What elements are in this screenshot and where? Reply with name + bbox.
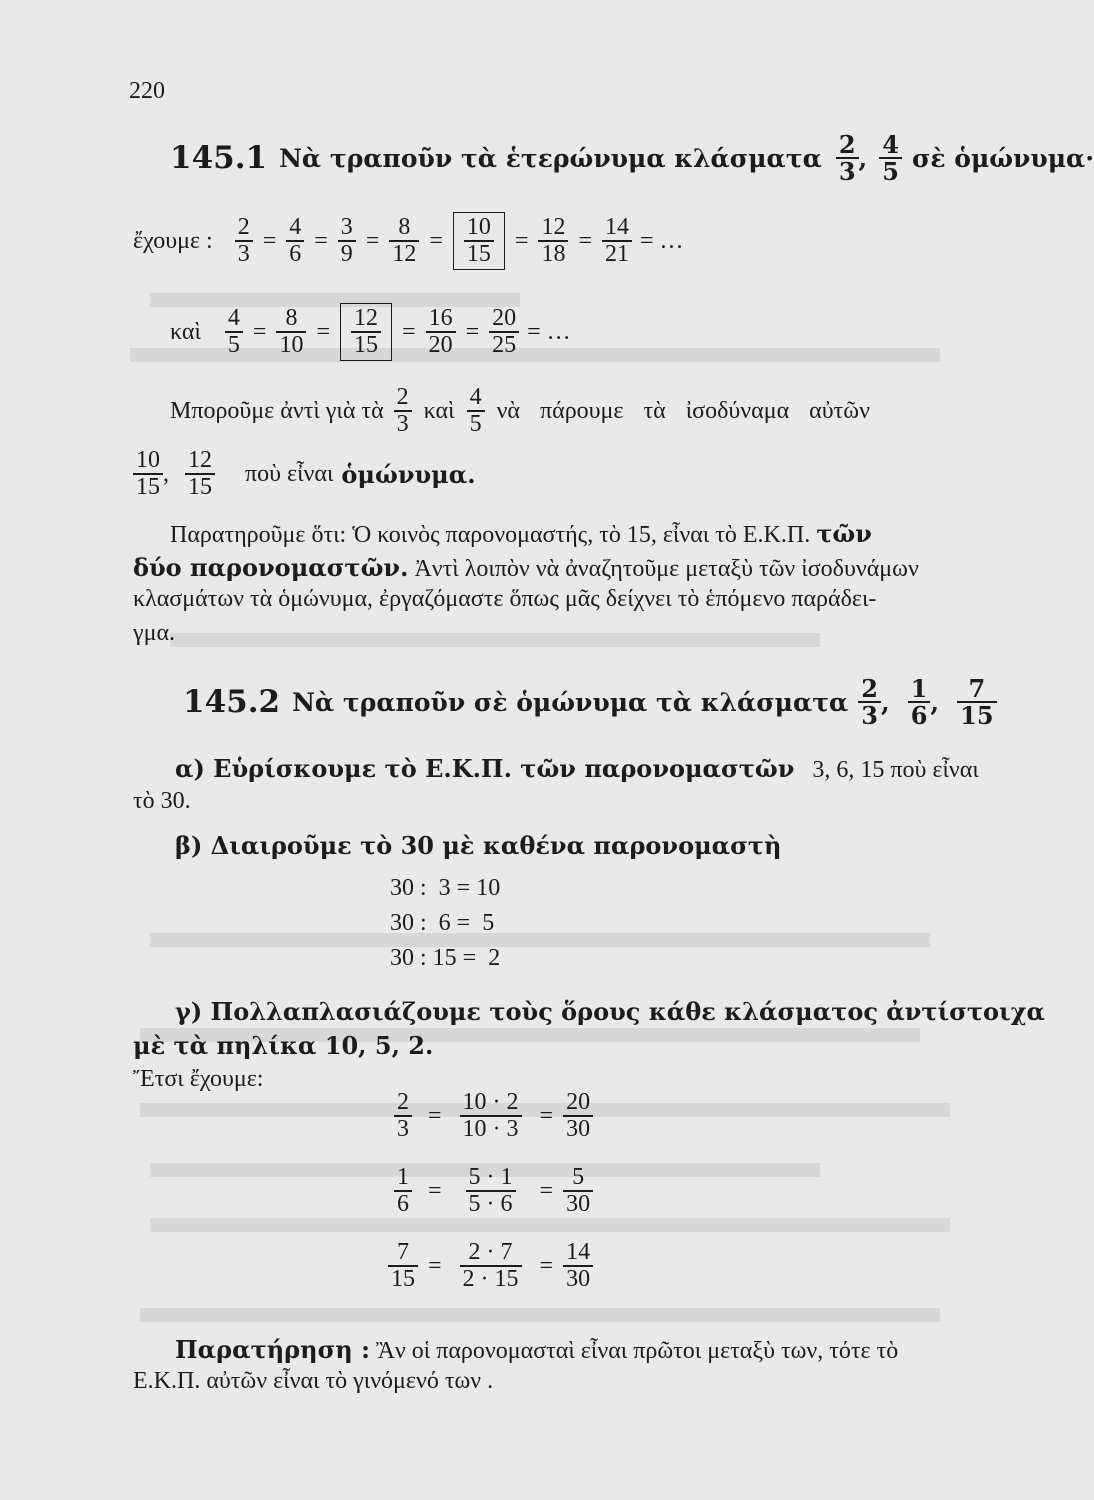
step-c-cont: μὲ τὰ πηλίκα 10, 5, 2.	[133, 1031, 434, 1060]
equals: =	[252, 318, 267, 345]
section-title: Νὰ τραποῦν σὲ ὁμώνυμα τὰ κλάσματα	[292, 687, 849, 717]
fraction: $\frac{16}{20}$	[426, 306, 456, 358]
fraction: $\frac{4}{5}$	[879, 132, 902, 184]
step-a-cont: τὸ 30.	[133, 788, 191, 814]
equals: =	[429, 227, 443, 254]
equals: =	[428, 1177, 442, 1204]
note-line-2: Ε.Κ.Π. αὐτῶν εἶναι τὸ γινόμενό των .	[133, 1368, 494, 1394]
fraction: $\frac{20}{30}$	[563, 1090, 593, 1142]
division-1: 30 : 3 = 10	[390, 875, 501, 901]
fraction: $\frac{2}{3}$	[235, 215, 253, 267]
text: ποὺ εἶναι	[245, 460, 334, 487]
observation-line-2: δύο παρονομαστῶν. Ἀντὶ λοιπὸν νὰ ἀναζητοῦμε μεταξὺ τῶν ἰσοδυνάμων	[133, 553, 919, 582]
equals: =	[428, 1252, 442, 1279]
comma: ,	[930, 687, 940, 717]
equals: =	[514, 227, 529, 254]
row-label: ἔχουμε :	[133, 227, 213, 254]
ellipsis: = …	[639, 227, 684, 254]
equals: =	[316, 318, 331, 345]
comma: ,	[858, 143, 868, 173]
step-c-lead: Ἔτσι ἔχουμε:	[133, 1066, 264, 1092]
step-c: γ) Πολλαπλασιάζουμε τοὺς ὅρους κάθε κλάσματος ἀντίστοιχα	[175, 997, 1045, 1026]
fraction: $\frac{12}{15}$	[185, 448, 215, 500]
equals: =	[539, 1102, 554, 1129]
section-number: 145.1	[170, 140, 268, 177]
division-3: 30 : 15 = 2	[390, 945, 501, 971]
fraction: $\frac{2 \cdot 7}{2 \cdot 15}$	[452, 1240, 530, 1292]
text: νὰ πάρουμε τὰ ἰσοδύναμα αὐτῶν	[496, 397, 870, 424]
fraction: $\frac{5 \cdot 1}{5 \cdot 6}$	[452, 1165, 530, 1217]
fraction: $\frac{5}{30}$	[563, 1165, 593, 1217]
equivalents-row-4-5	[170, 303, 571, 361]
emphasis: ὁμώνυμα.	[341, 459, 476, 489]
observation-line-3: κλασμάτων τὰ ὁμώνυμα, ἐργαζόμαστε ὅπως μᾶς δείχνει τὸ ἑπόμενο παράδει-	[133, 586, 877, 612]
equals: =	[314, 227, 328, 254]
equals: =	[465, 318, 480, 345]
equals: =	[428, 1102, 442, 1129]
note-line-1: Παρατήρηση : Ἂν οἱ παρονομασταὶ εἶναι πρῶτοι μεταξὺ των, τότε τὸ	[175, 1335, 899, 1364]
row-label: καὶ	[170, 318, 201, 345]
equals: =	[539, 1177, 554, 1204]
fraction: $\frac{4}{5}$	[225, 306, 243, 358]
fraction: $\frac{10}{15}$	[133, 448, 163, 500]
fraction: $\frac{7}{15}$	[388, 1240, 418, 1292]
boxed-fraction: $\frac{12}{15}$	[340, 303, 392, 361]
ellipsis: = …	[527, 318, 571, 345]
section-title-end: σὲ ὁμώνυμα·	[911, 143, 1094, 173]
fraction: $\frac{3}{9}$	[338, 215, 356, 267]
comma: ,	[880, 687, 890, 717]
fraction: $\frac{10 \cdot 2}{10 \cdot 3}$	[452, 1090, 530, 1142]
equals: =	[539, 1252, 554, 1279]
observation-line-1: Παρατηροῦμε ὅτι: Ὁ κοινὸς παρονομαστής, τὸ 15, εἶναι τὸ Ε.Κ.Π. τῶν	[170, 519, 872, 548]
equals: =	[402, 318, 416, 345]
equals: =	[365, 227, 380, 254]
equals: =	[578, 227, 592, 254]
section-title: Νὰ τραποῦν τὰ ἑτερώνυμα κλάσματα	[279, 143, 822, 173]
fraction: $\frac{2}{3}$	[858, 676, 881, 728]
text: καὶ	[423, 397, 455, 424]
fraction: $\frac{2}{3}$	[388, 1090, 418, 1142]
fraction: $\frac{1}{6}$	[388, 1165, 418, 1217]
page-number: 220	[129, 78, 165, 104]
fraction: $\frac{12}{18}$	[538, 215, 568, 267]
section-heading-145-2	[183, 674, 997, 731]
fraction: $\frac{2}{3}$	[836, 132, 859, 184]
step-a: α) Εὑρίσκουμε τὸ Ε.Κ.Π. τῶν παρονομαστῶν 3, 6, 15 ποὺ εἶναι	[175, 754, 979, 783]
comma: ,	[163, 460, 169, 487]
result-row-2	[388, 1165, 593, 1217]
division-2: 30 : 6 = 5	[390, 910, 495, 936]
fraction: $\frac{8}{12}$	[389, 215, 419, 267]
fraction: $\frac{8}{10}$	[276, 306, 306, 358]
equivalents-row-2-3	[133, 212, 684, 270]
boxed-fraction: $\frac{10}{15}$	[453, 212, 505, 270]
section-number: 145.2	[183, 684, 281, 721]
fraction: $\frac{2}{3}$	[394, 385, 412, 437]
result-row-1	[388, 1090, 593, 1142]
result-row-3	[388, 1240, 593, 1292]
observation-line-4: γμα.	[133, 620, 176, 646]
fraction: $\frac{14}{21}$	[602, 215, 632, 267]
fraction: $\frac{4}{5}$	[467, 385, 485, 437]
fraction: $\frac{7}{15}$	[957, 676, 996, 728]
fraction: $\frac{20}{25}$	[489, 306, 519, 358]
fraction: $\frac{14}{30}$	[563, 1240, 593, 1292]
step-b: β) Διαιροῦμε τὸ 30 μὲ καθένα παρονομαστὴ	[175, 831, 782, 860]
paragraph-like	[133, 448, 476, 500]
text: Μποροῦμε ἀντὶ γιὰ τὰ	[170, 397, 384, 424]
paragraph-instead	[170, 385, 870, 437]
equals: =	[262, 227, 277, 254]
section-heading-145-1	[170, 130, 1094, 187]
fraction: $\frac{1}{6}$	[908, 676, 931, 728]
fraction: $\frac{4}{6}$	[286, 215, 304, 267]
